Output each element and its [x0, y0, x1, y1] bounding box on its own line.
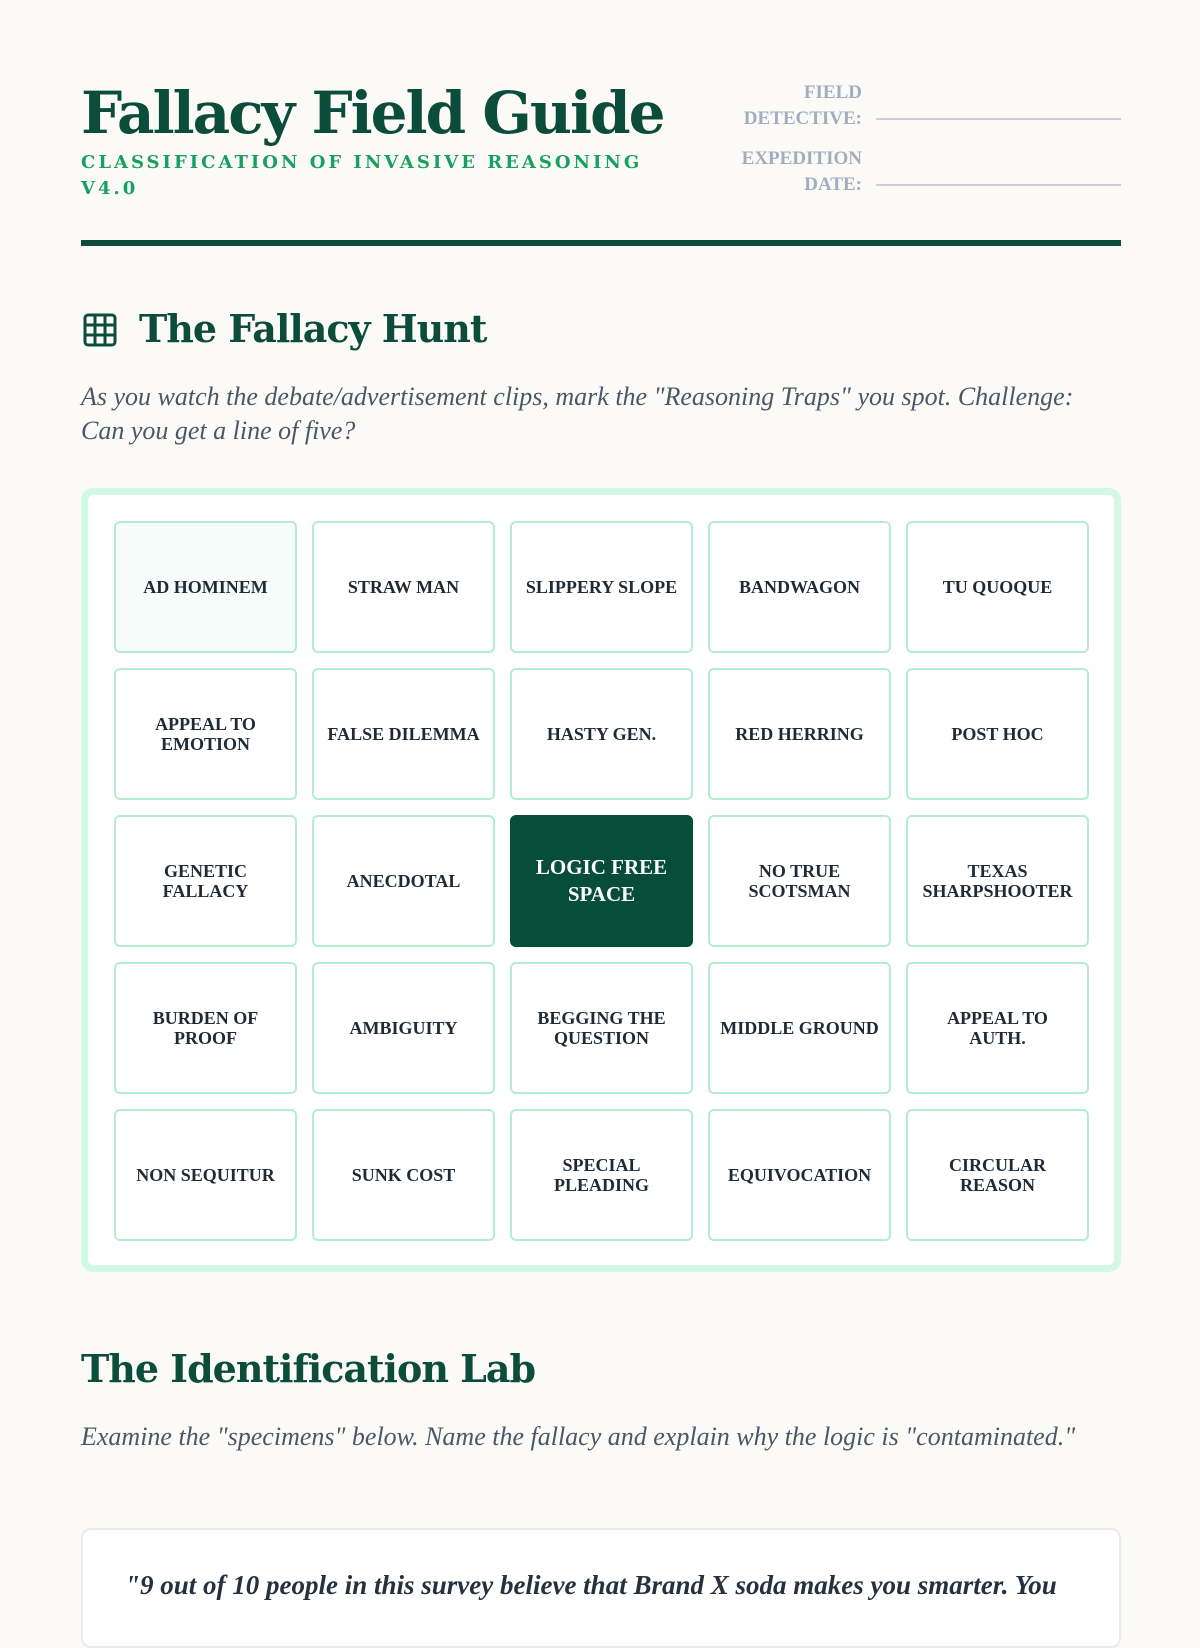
bingo-cell[interactable]: SPECIAL PLEADING	[510, 1109, 693, 1241]
bingo-cell[interactable]: HASTY GEN.	[510, 668, 693, 800]
bingo-cell[interactable]: TU QUOQUE	[906, 521, 1089, 653]
bingo-grid	[114, 521, 1089, 1241]
bingo-cell[interactable]: ANECDOTAL	[312, 815, 495, 947]
bingo-cell[interactable]: CIRCULAR REASON	[906, 1109, 1089, 1241]
bingo-cell[interactable]: APPEAL TO AUTH.	[906, 962, 1089, 1094]
page-title: Fallacy Field Guide	[81, 79, 664, 147]
bingo-cell[interactable]: STRAW MAN	[312, 521, 495, 653]
detective-field	[722, 80, 1121, 132]
bingo-cell[interactable]: NO TRUE SCOTSMAN	[708, 815, 891, 947]
specimen-quote: "9 out of 10 people in this survey believe that Brand X soda makes you smarter. You	[125, 1570, 1057, 1600]
specimen-card	[81, 1528, 1121, 1648]
hunt-heading: The Fallacy Hunt	[139, 306, 487, 351]
date-input-line[interactable]	[876, 184, 1121, 186]
bingo-cell[interactable]: AD HOMINEM	[114, 521, 297, 653]
bingo-cell[interactable]: NON SEQUITUR	[114, 1109, 297, 1241]
bingo-cell[interactable]: APPEAL TO EMOTION	[114, 668, 297, 800]
hunt-instructions: As you watch the debate/advertisement clips, mark the "Reasoning Traps" you spot. Challenge: Can you get a line of five?	[81, 382, 1074, 445]
bingo-cell[interactable]: TEXAS SHARPSHOOTER	[906, 815, 1089, 947]
bingo-cell[interactable]: RED HERRING	[708, 668, 891, 800]
grid-icon	[83, 313, 117, 347]
lab-heading: The Identification Lab	[81, 1346, 536, 1391]
bingo-cell[interactable]: AMBIGUITY	[312, 962, 495, 1094]
bingo-cell[interactable]: BEGGING THE QUESTION	[510, 962, 693, 1094]
bingo-cell[interactable]: SLIPPERY SLOPE	[510, 521, 693, 653]
bingo-cell[interactable]: BURDEN OF PROOF	[114, 962, 297, 1094]
date-label: EXPEDITION DATE:	[741, 148, 862, 195]
bingo-free-space[interactable]: LOGIC FREE SPACE	[510, 815, 693, 947]
bingo-cell[interactable]: SUNK COST	[312, 1109, 495, 1241]
date-field	[722, 146, 1121, 198]
lab-instructions: Examine the "specimens" below. Name the fallacy and explain why the logic is "contaminated."	[81, 1422, 1076, 1451]
bingo-cell[interactable]: POST HOC	[906, 668, 1089, 800]
guide-header	[81, 80, 1121, 250]
page-subtitle: CLASSIFICATION OF INVASIVE REASONING V4.0	[81, 152, 643, 199]
bingo-board	[81, 488, 1121, 1272]
bingo-cell[interactable]: FALSE DILEMMA	[312, 668, 495, 800]
bingo-cell[interactable]: MIDDLE GROUND	[708, 962, 891, 1094]
detective-input-line[interactable]	[876, 118, 1121, 120]
header-divider	[81, 240, 1121, 246]
detective-label: FIELD DETECTIVE:	[743, 82, 862, 129]
bingo-cell[interactable]: GENETIC FALLACY	[114, 815, 297, 947]
bingo-cell[interactable]: EQUIVOCATION	[708, 1109, 891, 1241]
bingo-cell[interactable]: BANDWAGON	[708, 521, 891, 653]
